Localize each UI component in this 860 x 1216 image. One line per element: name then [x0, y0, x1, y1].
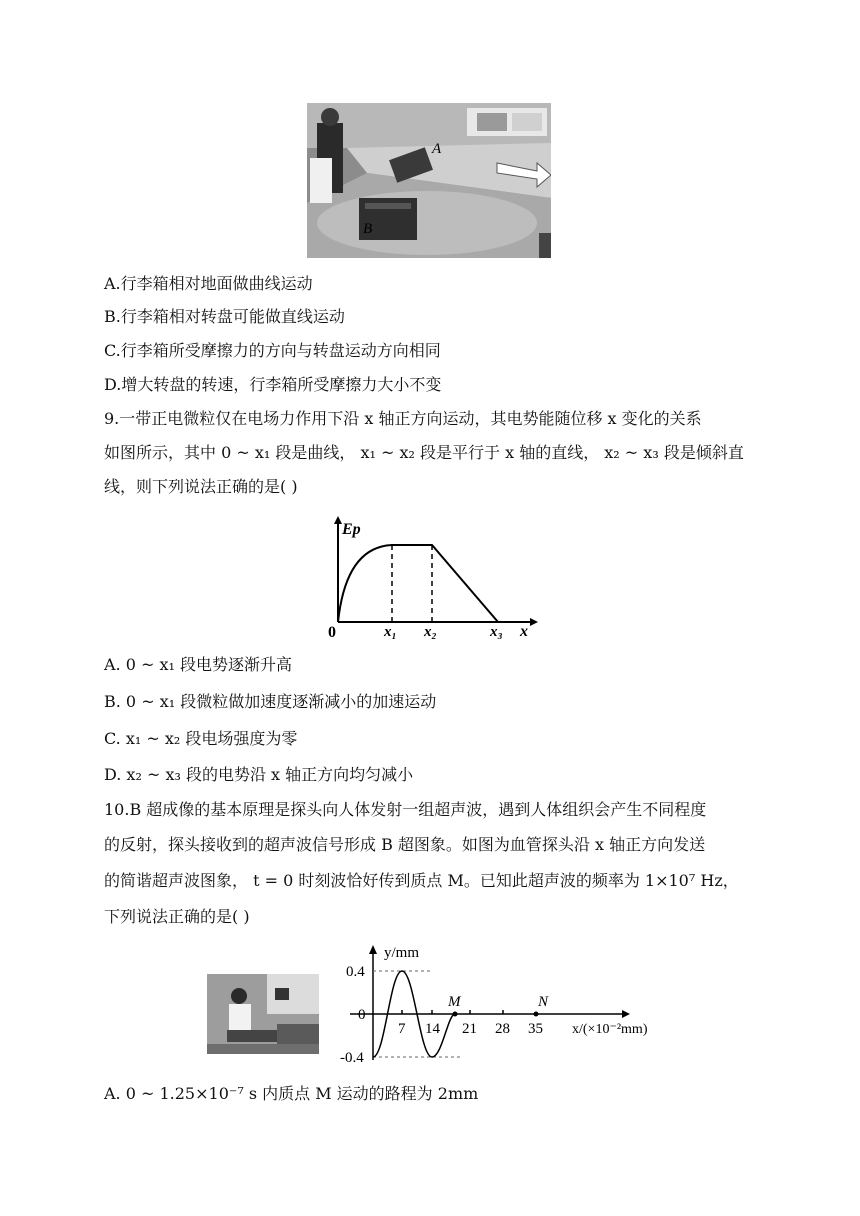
- q8-option-c: C.行李箱所受摩擦力的方向与转盘运动方向相同: [104, 341, 441, 360]
- label-a: A: [432, 141, 442, 157]
- x-tick-14: 14: [425, 1021, 440, 1037]
- carousel-illustration: [307, 103, 551, 258]
- q9-option-c: C. x₁ ~ x₂ 段电场强度为零: [104, 729, 298, 748]
- q9-option-d: D. x₂ ~ x₃ 段的电势沿 x 轴正方向均匀减小: [104, 765, 414, 784]
- q9-stem-line-1: 9.一带正电微粒仅在电场力作用下沿 x 轴正方向运动，其电势能随位移 x 变化的关系: [104, 409, 702, 428]
- tick-x1: x₁: [384, 624, 397, 640]
- q8-option-d: D.增大转盘的转速，行李箱所受摩擦力大小不变: [104, 375, 442, 394]
- ultrasound-illustration: [207, 974, 319, 1054]
- tick-x2: x₂: [424, 624, 437, 640]
- point-m-label: M: [448, 994, 461, 1010]
- origin-label: 0: [328, 624, 336, 641]
- x-axis-label: x/(×10⁻²mm): [572, 1022, 648, 1037]
- y-axis-arrow: [369, 945, 377, 954]
- x-axis-label: x: [520, 623, 528, 640]
- y-axis-label: y/mm: [384, 945, 420, 961]
- q9-option-a: A. 0 ~ x₁ 段电势逐渐升高: [104, 655, 293, 674]
- q10-stem-line-3: 的简谐超声波图象， t = 0 时刻波恰好传到质点 M。已知此超声波的频率为 1×10⁷ Hz，: [104, 871, 739, 890]
- x-axis-arrow: [622, 1010, 630, 1018]
- ultrasound-photo: [207, 974, 319, 1054]
- q10-stem-line-1: 10.B 超成像的基本原理是探头向人体发射一组超声波，遇到人体组织会产生不同程度: [104, 800, 707, 819]
- x-axis-arrow: [530, 618, 538, 626]
- tick-x3: x₃: [490, 624, 503, 640]
- y-axis-arrow: [334, 516, 342, 524]
- y-tick-0.4: 0.4: [346, 964, 365, 980]
- origin-label: 0: [358, 1007, 366, 1023]
- y-tick-neg-0.4: -0.4: [340, 1050, 364, 1065]
- q10-wave-graph: [340, 940, 680, 1065]
- y-axis-label: Ep: [342, 521, 361, 538]
- x-tick-35: 35: [528, 1021, 543, 1037]
- q8-option-b: B.行李箱相对转盘可能做直线运动: [104, 307, 345, 326]
- point-n-dot: [534, 1012, 539, 1017]
- q9-stem-line-3: 线，则下列说法正确的是( ): [104, 477, 298, 496]
- q10-option-a: A. 0 ~ 1.25×10⁻⁷ s 内质点 M 运动的路程为 2mm: [104, 1084, 479, 1103]
- q10-stem-line-4: 下列说法正确的是( ): [104, 907, 250, 926]
- q10-stem-line-2: 的反射，探头接收到的超声波信号形成 B 超图象。如图为血管探头沿 x 轴正方向发送: [104, 835, 706, 854]
- point-n-label: N: [538, 994, 549, 1010]
- q9-potential-energy-graph: [320, 512, 540, 642]
- q9-option-b: B. 0 ~ x₁ 段微粒做加速度逐渐减小的加速运动: [104, 692, 437, 711]
- ep-curve: [338, 545, 498, 622]
- q8-option-a: A.行李箱相对地面做曲线运动: [104, 274, 313, 293]
- label-b: B: [363, 221, 373, 237]
- x-tick-28: 28: [495, 1021, 510, 1037]
- point-m-dot: [453, 1012, 458, 1017]
- baggage-carousel-photo: [307, 103, 551, 258]
- x-tick-7: 7: [398, 1021, 406, 1037]
- q9-stem-line-2: 如图所示，其中 0 ~ x₁ 段是曲线， x₁ ~ x₂ 段是平行于 x 轴的直线， x₂ ~ x₃ 段是倾斜直: [104, 443, 744, 462]
- x-tick-21: 21: [462, 1021, 477, 1037]
